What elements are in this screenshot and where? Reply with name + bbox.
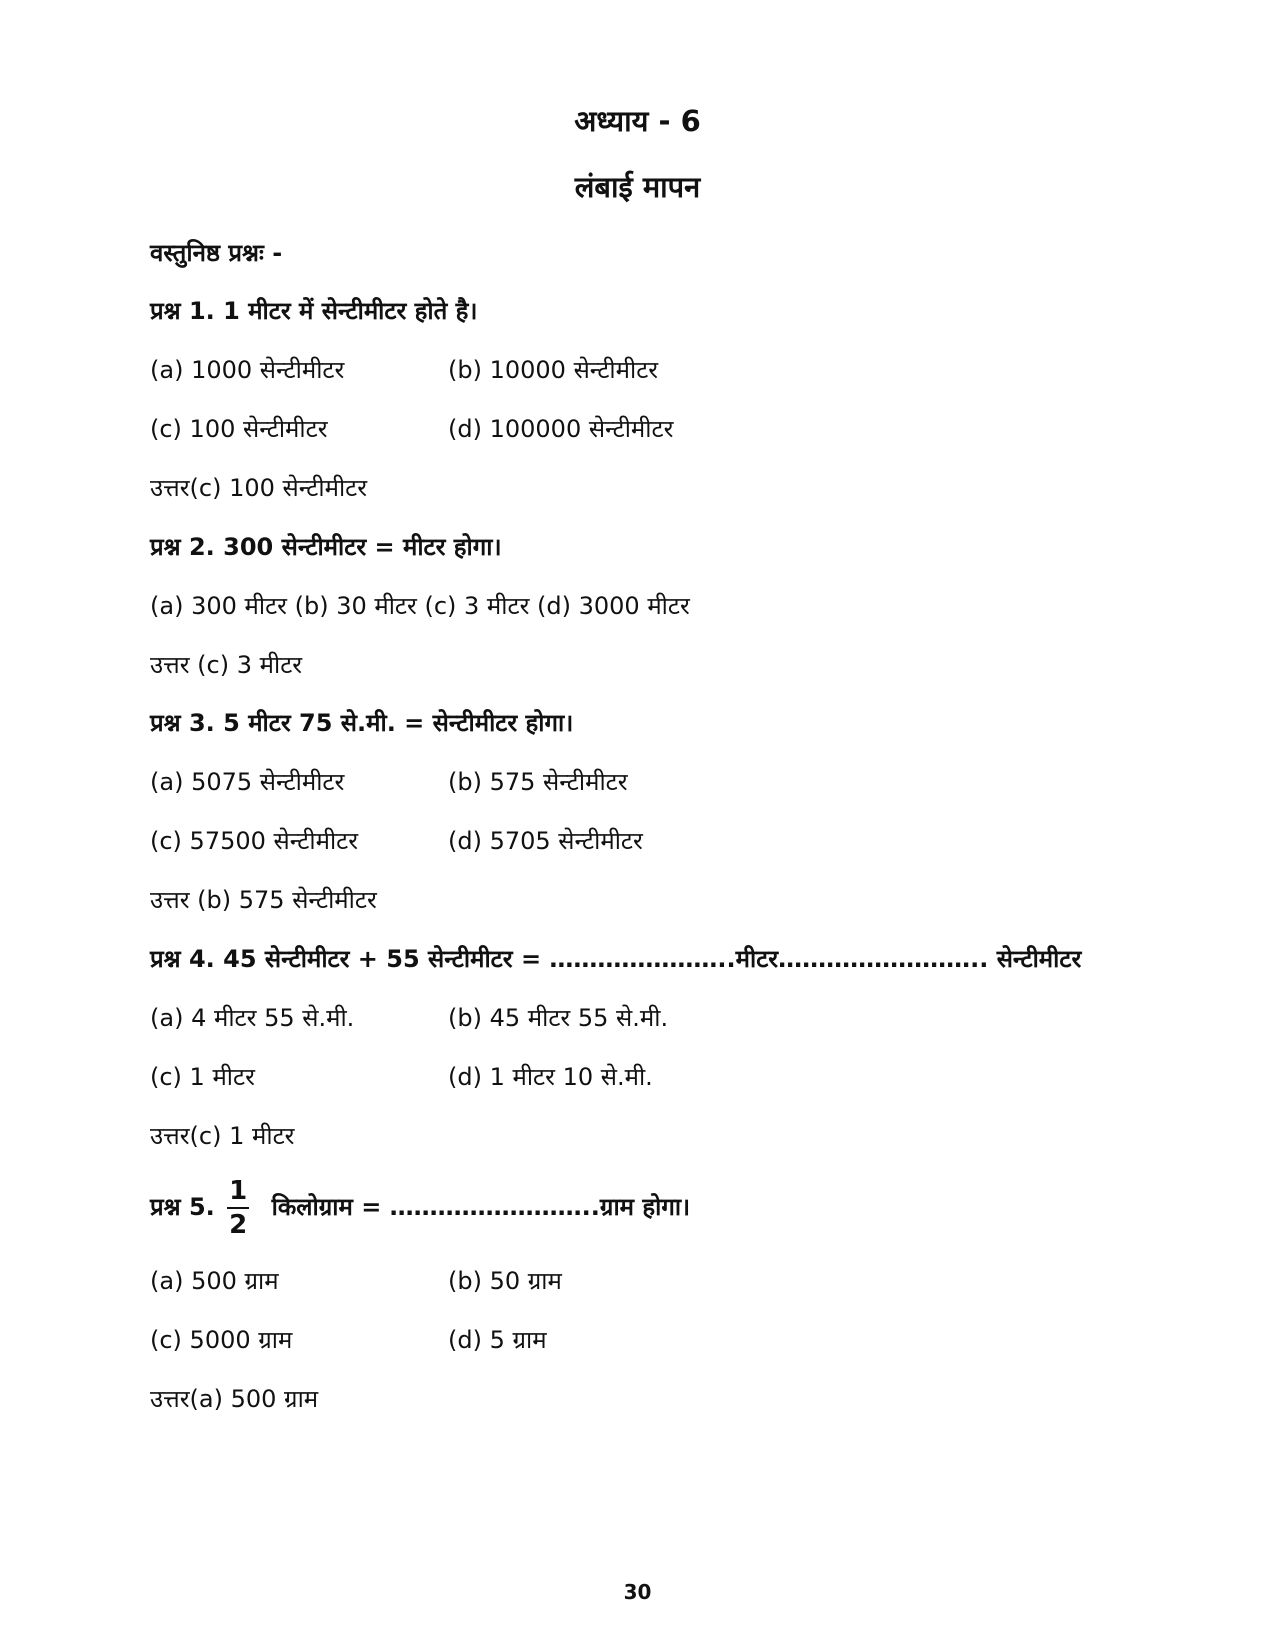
q4-answer: उत्तर(c) 1 मीटर — [150, 1122, 295, 1150]
q5-option-b: (b) 50 ग्राम — [448, 1267, 562, 1295]
q4-option-a: (a) 4 मीटर 55 से.मी. — [150, 1004, 355, 1032]
fraction-denominator: 2 — [229, 1210, 248, 1240]
q1-option-b: (b) 10000 सेन्टीमीटर — [448, 356, 659, 384]
question-5 — [150, 1178, 690, 1238]
q4-option-d: (d) 1 मीटर 10 से.मी. — [448, 1063, 653, 1091]
q2-answer: उत्तर (c) 3 मीटर — [150, 651, 303, 679]
page-number: 30 — [623, 1580, 652, 1604]
q3-option-a: (a) 5075 सेन्टीमीटर — [150, 768, 345, 796]
q2-options: (a) 300 मीटर (b) 30 मीटर (c) 3 मीटर (d) 3000 मीटर — [150, 592, 690, 620]
q4-option-c: (c) 1 मीटर — [150, 1063, 255, 1091]
q5-option-d: (d) 5 ग्राम — [448, 1326, 547, 1354]
q3-answer: उत्तर (b) 575 सेन्टीमीटर — [150, 886, 377, 914]
q3-option-d: (d) 5705 सेन्टीमीटर — [448, 827, 643, 855]
q1-option-c: (c) 100 सेन्टीमीटर — [150, 415, 328, 443]
section-heading: वस्तुनिष्ठ प्रश्नः - — [150, 239, 283, 267]
question-1: प्रश्न 1. 1 मीटर में सेन्टीमीटर होते है। — [150, 297, 478, 325]
question-4: प्रश्न 4. 45 सेन्टीमीटर + 55 सेन्टीमीटर = …………………..मीटर…………………….. सेन्टीमीटर — [150, 945, 1082, 973]
q5-option-c: (c) 5000 ग्राम — [150, 1326, 293, 1354]
q3-option-c: (c) 57500 सेन्टीमीटर — [150, 827, 359, 855]
question-3: प्रश्न 3. 5 मीटर 75 से.मी. = सेन्टीमीटर होगा। — [150, 709, 574, 737]
q5-answer: उत्तर(a) 500 ग्राम — [150, 1385, 319, 1413]
fraction-numerator: 1 — [227, 1178, 249, 1209]
question-2: प्रश्न 2. 300 सेन्टीमीटर = मीटर होगा। — [150, 533, 502, 561]
q1-option-d: (d) 100000 सेन्टीमीटर — [448, 415, 674, 443]
q1-answer: उत्तर(c) 100 सेन्टीमीटर — [150, 474, 368, 502]
chapter-number: अध्याय - 6 — [574, 104, 701, 138]
q5-prefix: प्रश्न 5. — [150, 1193, 215, 1221]
q3-option-b: (b) 575 सेन्टीमीटर — [448, 768, 628, 796]
q1-option-a: (a) 1000 सेन्टीमीटर — [150, 356, 345, 384]
q4-option-b: (b) 45 मीटर 55 से.मी. — [448, 1004, 669, 1032]
q5-fraction — [227, 1178, 249, 1238]
chapter-title: लंबाई मापन — [574, 170, 701, 204]
q5-option-a: (a) 500 ग्राम — [150, 1267, 279, 1295]
q5-suffix: किलोग्राम = ……………………..ग्राम होगा। — [271, 1193, 691, 1221]
